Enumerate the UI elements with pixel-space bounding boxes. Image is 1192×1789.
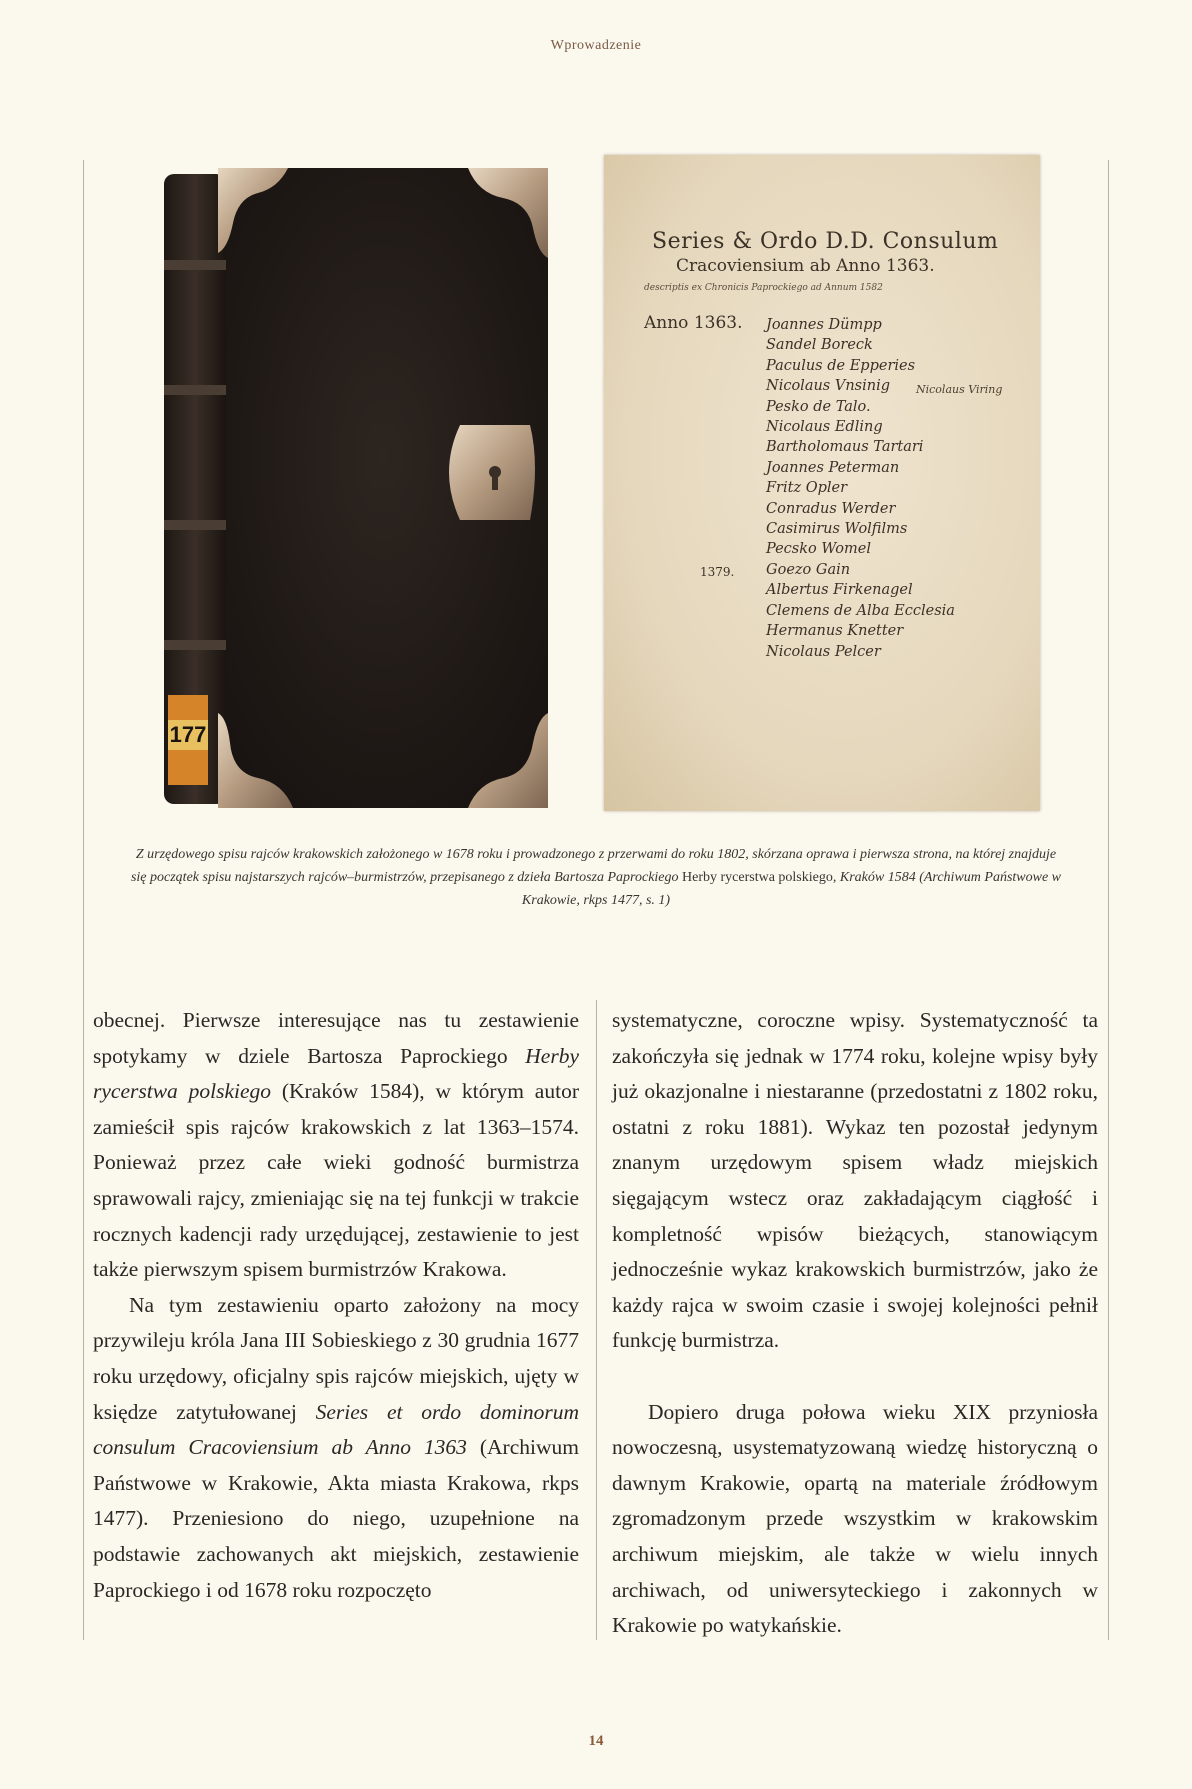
spine-band — [164, 520, 226, 530]
caption-book-title: Herby rycerstwa polskiego, — [682, 870, 837, 885]
spine-band — [164, 385, 226, 395]
manuscript-year-label: Anno 1363. — [644, 313, 743, 333]
manuscript-name: Goezo Gain — [766, 561, 851, 578]
caption-text: Z urzędowego spisu rajców krakowskich założonego w 1678 roku i prowadzonego z przerwami do roku 1802, skórzana oprawa i pierwsza strona, na której znajduje się początek spisu najstarszych rajców–burmistrzów, przepisanego z dzieła Bartosza Paprockiego — [130, 847, 1057, 885]
manuscript-name: Nicolaus Vnsinig — [766, 378, 890, 395]
paragraph — [93, 1003, 579, 1288]
manuscript-name: Pecsko Womel — [766, 541, 871, 558]
caption-source: Kraków 1584 (Archiwum Państwowe w Krakowie, rkps 1477, s. 1) — [521, 870, 1062, 908]
column-divider-rule — [596, 1000, 597, 1640]
manuscript-title-line2: Cracoviensium ab Anno 1363. — [676, 256, 935, 276]
spine-band — [164, 640, 226, 650]
manuscript-name: Joannes Peterman — [766, 459, 900, 476]
running-head: Wprowadzenie — [550, 38, 642, 53]
paragraph — [93, 1288, 579, 1608]
manuscript-name-list — [766, 315, 955, 662]
manuscript-name: Casimirus Wolfilms — [766, 521, 908, 538]
book-cover-photo — [160, 160, 550, 815]
manuscript-name: Paculus de Epperies — [766, 357, 916, 374]
manuscript-name: Pesko de Talo. — [766, 398, 871, 415]
manuscript-name: Bartholomaus Tartari — [766, 439, 924, 456]
manuscript-margin-note: Nicolaus Viring — [916, 383, 1003, 396]
manuscript-name: Clemens de Alba Ecclesia — [766, 602, 955, 619]
paragraph: Dopiero druga połowa wieku XIX przyniosła nowoczesną, usystematyzowaną wiedzę historyczną o dawnym Krakowie, opartą na materiale źródłowym zgromadzonym przede wszystkim w krakowskim archiwum miejskim, ale także w wielu innych archiwach, od uniwersyteckiego i zakonnych w Krakowie po watykańskie. — [612, 1399, 1098, 1638]
manuscript-name: Joannes Dümpp — [766, 317, 882, 333]
manuscript-name: Albertus Firkenagel — [766, 582, 913, 599]
manuscript-name: Sandel Boreck — [766, 337, 873, 354]
manuscript-name: Nicolaus Edling — [766, 419, 883, 436]
left-text-column — [93, 1003, 579, 1608]
manuscript-year-1379: 1379. — [700, 565, 735, 579]
page-number: 14 — [588, 1733, 604, 1749]
book-cover-image — [160, 160, 550, 815]
manuscript-name: Hermanus Knetter — [766, 623, 904, 640]
book-title: Series et ordo dominorum consulum Cracoviensium ab Anno 1363 — [93, 1399, 579, 1460]
paragraph: systematyczne, coroczne wpisy. Systematyczność ta zakończyła się jednak w 1774 roku, kolejne wpisy były już okazjonalne i niestaranne (przedostatni z 1802 roku, ostatni z roku 1881). Wykaz ten pozostał jedynym znanym urzędowym spisem władz miejskich sięgającym wstecz oraz zakładającym ciągłość i kompletność wpisów bieżących, stanowiącym jednocześnie wykaz krakowskich burmistrzów, jako że każdy rajca w swoim czasie i swojej kolejności pełnił funkcję burmistrza. — [612, 1008, 1098, 1353]
manuscript-subtitle: descriptis ex Chronicis Paprockiego ad Annum 1582 — [644, 283, 883, 293]
manuscript-name: Conradus Werder — [766, 500, 896, 517]
text: Na tym zestawieniu oparto założony na mocy przywileju króla Jana III Sobieskiego z 30 grudnia 1677 roku urzędowy, oficjalny spis rajców miejskich, ujęty w księdze zatytułowanej — [93, 1292, 579, 1424]
text: (Kraków 1584), w którym autor zamieścił spis rajców krakowskich z lat 1363–1574. Ponieważ przez całe wieki godność burmistrza sprawowali rajcy, zmieniając się na tej funkcji w trakcie rocznych kadencji rady urzędującej, zestawienie to jest także pierwszym spisem burmistrzów Krakowa. — [93, 1079, 579, 1282]
spine-band — [164, 260, 226, 270]
spine-label-number: 177 — [169, 722, 207, 747]
right-text-column — [612, 1003, 1098, 1644]
right-margin-rule — [1108, 160, 1109, 1640]
manuscript-name: Nicolaus Pelcer — [766, 643, 881, 660]
manuscript-title: Series & Ordo D.D. Consulum — [652, 229, 999, 254]
text: (Archiwum Państwowe w Krakowie, Akta miasta Krakowa, rkps 1477). Przeniesiono do niego, uzupełnione na podstawie zachowanych akt miejskich, zestawienie Paprockiego i od 1678 roku rozpoczęto — [93, 1435, 579, 1602]
book-title: Herby rycerstwa polskiego — [93, 1043, 579, 1104]
manuscript-page-photo — [604, 155, 1040, 811]
text: obecnej. Pierwsze interesujące nas tu zestawienie spotykamy w dziele Bartosza Paprockiego — [93, 1008, 579, 1068]
figure-caption — [130, 843, 1062, 912]
left-margin-rule — [83, 160, 84, 1640]
manuscript-name: Fritz Opler — [766, 480, 848, 497]
